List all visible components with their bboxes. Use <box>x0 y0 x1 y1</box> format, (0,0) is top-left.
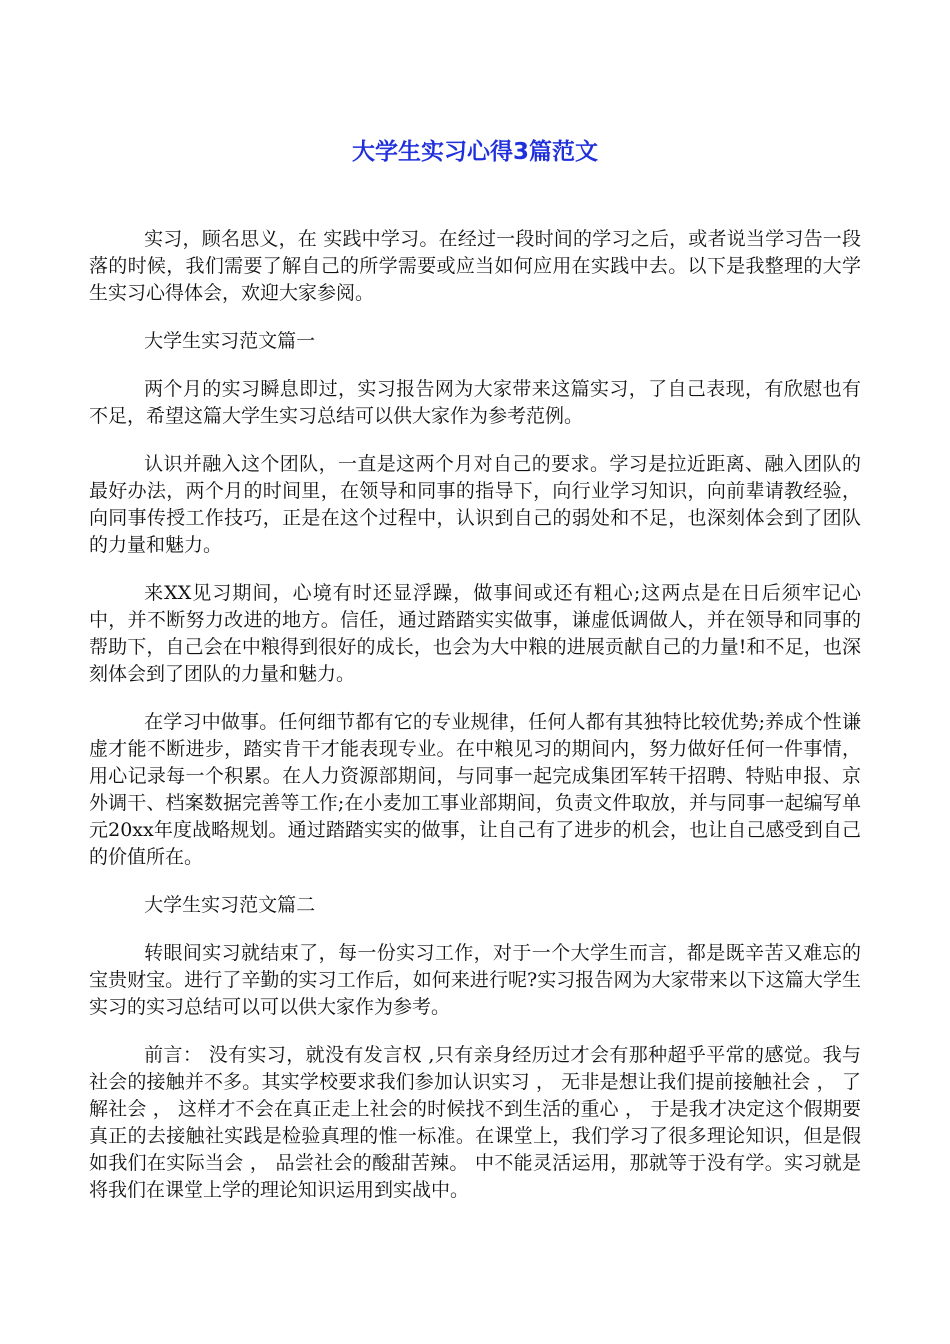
intro-paragraph: 实习，顾名思义，在 实践中学习。在经过一段时间的学习之后，或者说当学习告一段落的时候，我们需要了解自己的所学需要或应当如何应用在实践中去。以下是我整理的大学生实习心得体会，欢迎大家参阅。 <box>89 228 861 304</box>
body-paragraph: 在学习中做事。任何细节都有它的专业规律，任何人都有其独特比较优势;养成个性谦虚才能不断进步，踏实肯干才能表现专业。在中粮见习的期间内，努力做好任何一件事情，用心记录每一个积累。在人力资源部期间，与同事一起完成集团军转干招聘、特贴申报、京外调干、档案数据完善等工作;在小麦加工事业部期间，负责文件取放，并与同事一起编写单元20xx年度战略规划。通过踏踏实实的做事，让自己有了进步的机会，也让自己感受到自己的价值所在。 <box>89 711 861 868</box>
section-heading-two: 大学生实习范文篇二 <box>144 894 316 916</box>
section-heading-one: 大学生实习范文篇一 <box>144 330 316 352</box>
body-paragraph: 前言： 没有实习，就没有发言权 ,只有亲身经历过才会有那种超乎平常的感觉。我与社会的接触并不多。其实学校要求我们参加认识实习 ， 无非是想让我们提前接触社会 ， 了解社会 ， 这样才不会在真正走上社会的时候找不到生活的重心 ， 于是我才决定这个假期要真正的去接触社实践是检验真理的惟一标准。在课堂上，我们学习了很多理论知识，但是假如我们在实际当会 ， 品尝社会的酸甜苦辣。 中不能灵活运用，那就等于没有学。实习就是将我们在课堂上学的理论知识运用到实战中。 <box>89 1044 861 1201</box>
document-title: 大学生实习心得3篇范文 <box>351 139 598 165</box>
body-paragraph: 转眼间实习就结束了，每一份实习工作，对于一个大学生而言，都是既辛苦又难忘的宝贵财宝。进行了辛勤的实习工作后，如何来进行呢?实习报告网为大家带来以下这篇大学生实习的实习总结可以可以供大家作为参考。 <box>89 942 861 1018</box>
body-paragraph: 两个月的实习瞬息即过，实习报告网为大家带来这篇实习，了自己表现，有欣慰也有不足，希望这篇大学生实习总结可以供大家作为参考范例。 <box>89 378 861 427</box>
document-body <box>89 226 861 1225</box>
body-paragraph: 认识并融入这个团队，一直是这两个月对自己的要求。学习是拉近距离、融入团队的最好办法，两个月的时间里，在领导和同事的指导下，向行业学习知识，向前辈请教经验，向同事传授工作技巧，正是在这个过程中，认识到自己的弱处和不足，也深刻体会到了团队的力量和魅力。 <box>89 453 861 556</box>
body-paragraph: 来XX见习期间，心境有时还显浮躁，做事间或还有粗心;这两点是在日后须牢记心中，并不断努力改进的地方。信任，通过踏踏实实做事，谦虚低调做人，并在领导和同事的帮助下，自己会在中粮得到很好的成长，也会为大中粮的进展贡献自己的力量!和不足，也深刻体会到了团队的力量和魅力。 <box>89 582 861 685</box>
